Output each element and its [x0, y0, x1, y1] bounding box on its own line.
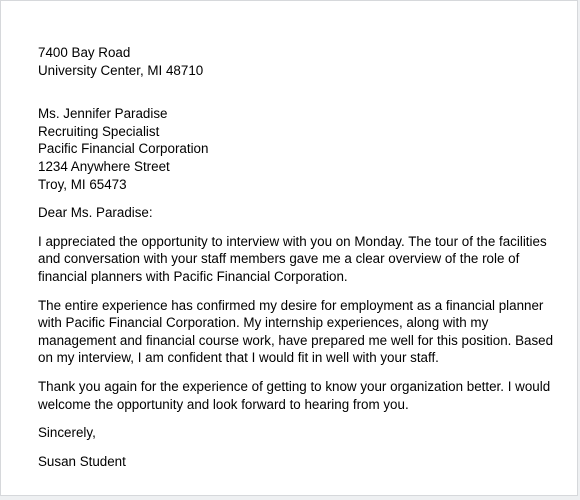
- paragraph-line: The entire experience has confirmed my desire for employment as a financial planner: [38, 297, 544, 313]
- recipient-name: Ms. Jennifer Paradise: [38, 106, 168, 122]
- recipient-company: Pacific Financial Corporation: [38, 141, 209, 157]
- paragraph-line: with Pacific Financial Corporation. My internship experiences, along with my: [38, 315, 489, 331]
- sender-address: [38, 44, 568, 79]
- sender-address-line: University Center, MI 48710: [38, 62, 204, 78]
- paragraph-3: [38, 378, 568, 413]
- recipient-street: 1234 Anywhere Street: [38, 158, 170, 174]
- paragraph-line: I appreciated the opportunity to interview with you on Monday. The tour of the facilities: [38, 233, 547, 249]
- salutation: [38, 204, 568, 222]
- letter-body: [38, 44, 568, 470]
- signature: [38, 453, 568, 471]
- recipient-city: Troy, MI 65473: [38, 176, 127, 192]
- paragraph-line: on my interview, I am confident that I would fit in well with your staff.: [38, 350, 439, 366]
- paragraph-line: and conversation with your staff members gave me a clear overview of the role of: [38, 251, 520, 267]
- closing-text: Sincerely,: [38, 425, 96, 441]
- salutation-text: Dear Ms. Paradise:: [38, 205, 153, 221]
- recipient-address: [38, 105, 568, 193]
- paragraph-line: Thank you again for the experience of getting to know your organization better. I would: [38, 378, 551, 394]
- paragraph-1: [38, 233, 568, 286]
- recipient-title: Recruiting Specialist: [38, 123, 160, 139]
- paragraph-line: management and financial course work, have prepared me well for this position. Based: [38, 332, 554, 348]
- paragraph-line: welcome the opportunity and look forward to hearing from you.: [38, 396, 409, 412]
- signature-name: Susan Student: [38, 453, 126, 469]
- paragraph-2: [38, 297, 568, 367]
- paragraph-line: financial planners with Pacific Financial Corporation.: [38, 268, 348, 284]
- closing: [38, 424, 568, 442]
- sender-address-line: 7400 Bay Road: [38, 45, 131, 60]
